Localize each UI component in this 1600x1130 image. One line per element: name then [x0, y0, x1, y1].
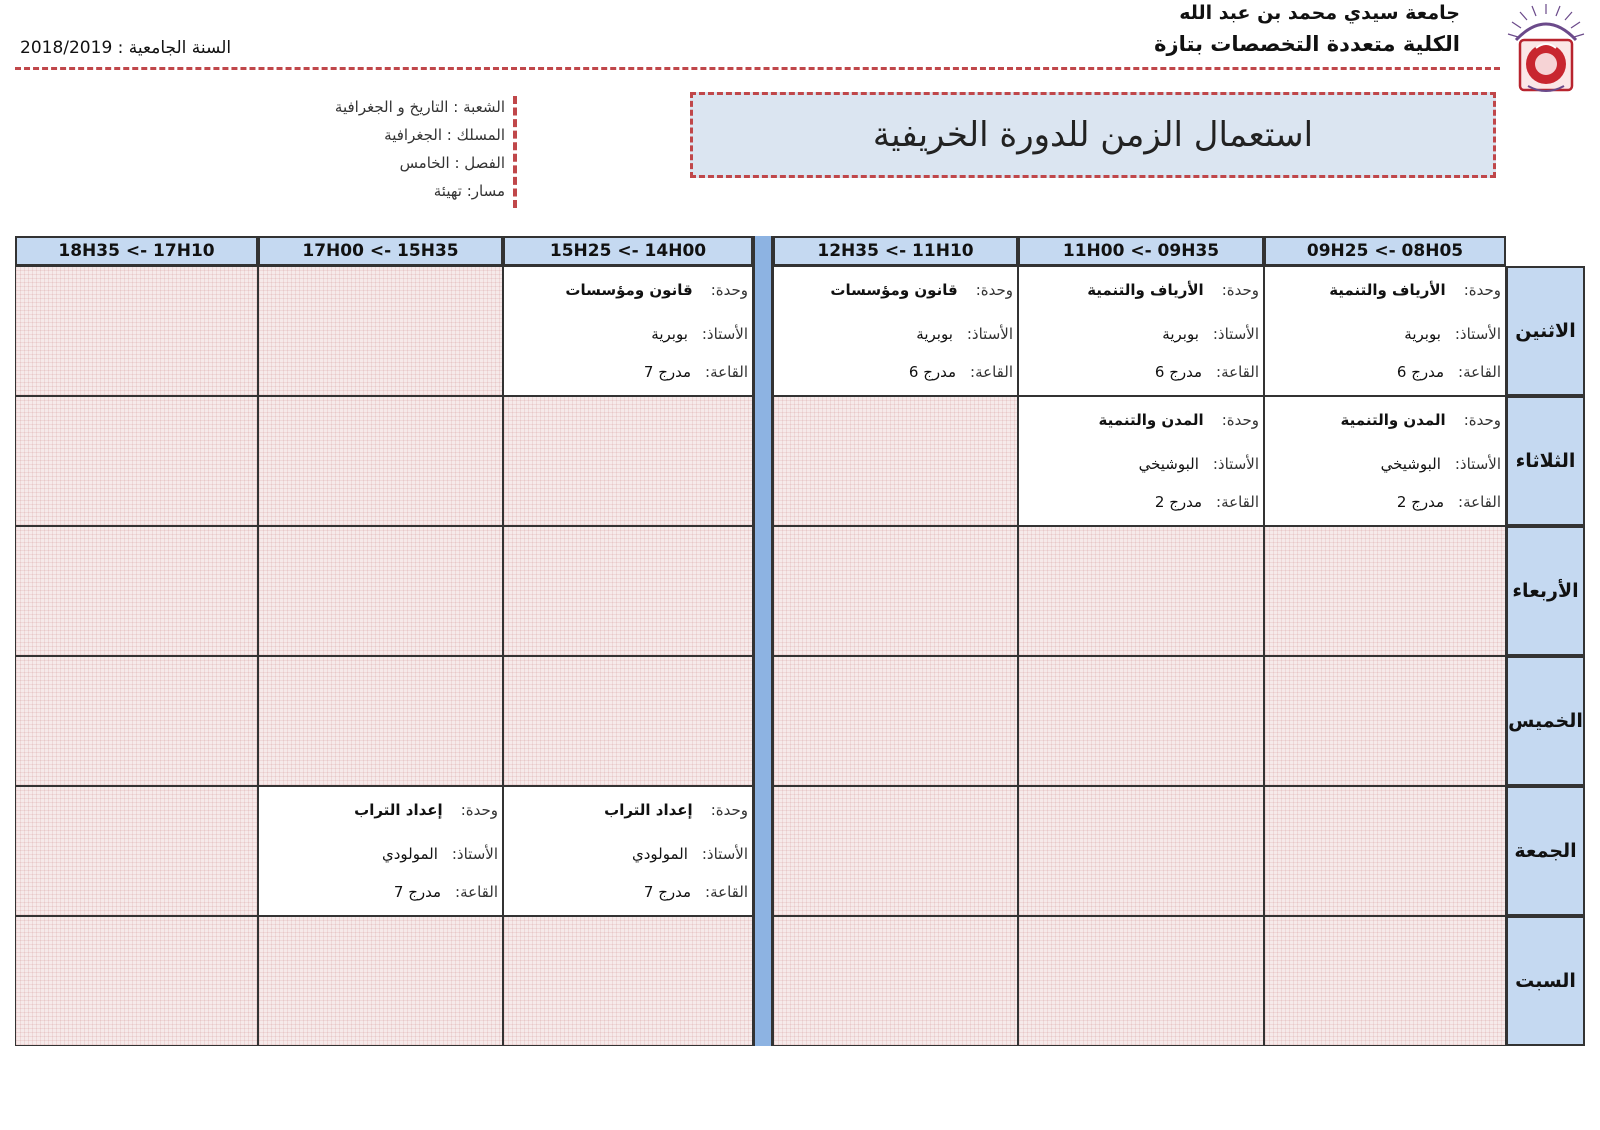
session-unit-label: وحدة:	[710, 801, 748, 819]
session-entry	[1269, 397, 1501, 525]
session-unit-label: وحدة:	[1463, 281, 1501, 299]
session-cell	[258, 786, 503, 916]
session-room-row	[1155, 493, 1259, 511]
session-unit-value: إعداد التراب	[604, 801, 693, 819]
session-unit-label: وحدة:	[1221, 281, 1259, 299]
time-slot-header: 11H00 <- 09H35	[1018, 236, 1264, 266]
empty-cell	[773, 656, 1018, 786]
session-room-row	[1155, 363, 1259, 381]
session-room-row	[1397, 363, 1501, 381]
session-room-value: مدرج 6	[1396, 363, 1445, 381]
time-slot-header: 09H25 <- 08H05	[1264, 236, 1506, 266]
session-professor-label: الأستاذ:	[701, 845, 748, 863]
session-unit-row	[830, 281, 1013, 299]
session-professor-label: الأستاذ:	[1454, 325, 1501, 343]
session-room-value: مدرج 7	[393, 883, 442, 901]
day-label: الأربعاء	[1506, 526, 1585, 656]
session-professor-label: الأستاذ:	[1212, 455, 1259, 473]
session-entry	[778, 267, 1013, 395]
session-room-label: القاعة:	[1458, 493, 1501, 511]
empty-cell	[258, 916, 503, 1046]
session-unit-value: إعداد التراب	[354, 801, 443, 819]
session-cell	[503, 266, 753, 396]
empty-cell	[1264, 916, 1506, 1046]
session-professor-value: بوبرية	[651, 325, 688, 343]
header-divider	[15, 67, 1500, 70]
session-cell	[1018, 266, 1264, 396]
session-unit-row	[1329, 281, 1501, 299]
empty-cell	[15, 916, 258, 1046]
empty-cell	[258, 266, 503, 396]
session-room-row	[909, 363, 1013, 381]
time-slot-header: 15H25 <- 14H00	[503, 236, 753, 266]
semester-line: الفصل : الخامس	[399, 154, 505, 172]
session-entry	[263, 787, 498, 915]
session-professor-value: بوبرية	[1404, 325, 1441, 343]
session-professor-row	[1139, 455, 1259, 473]
session-entry	[1269, 267, 1501, 395]
session-room-value: مدرج 6	[1154, 363, 1203, 381]
empty-cell	[1264, 656, 1506, 786]
path-line: مسار: تهيئة	[433, 182, 505, 200]
day-label: الخميس	[1506, 656, 1585, 786]
session-room-value: مدرج 2	[1154, 493, 1203, 511]
session-cell	[503, 786, 753, 916]
session-unit-row	[1099, 411, 1259, 429]
session-professor-row	[651, 325, 748, 343]
empty-cell	[503, 916, 753, 1046]
time-slot-header: 18H35 <- 17H10	[15, 236, 258, 266]
empty-cell	[15, 786, 258, 916]
session-entry	[1023, 397, 1259, 525]
session-professor-row	[1162, 325, 1259, 343]
empty-cell	[15, 396, 258, 526]
empty-cell	[15, 656, 258, 786]
session-professor-row	[382, 845, 498, 863]
session-unit-value: المدن والتنمية	[1340, 411, 1446, 429]
session-unit-label: وحدة:	[1221, 411, 1259, 429]
empty-cell	[258, 526, 503, 656]
empty-cell	[1264, 526, 1506, 656]
day-label: الثلاثاء	[1506, 396, 1585, 526]
session-cell	[773, 266, 1018, 396]
session-room-label: القاعة:	[455, 883, 498, 901]
session-room-row	[394, 883, 498, 901]
empty-cell	[773, 526, 1018, 656]
session-room-row	[1397, 493, 1501, 511]
empty-cell	[258, 656, 503, 786]
session-unit-label: وحدة:	[1463, 411, 1501, 429]
time-slot-header: 17H00 <- 15H35	[258, 236, 503, 266]
university-logo-icon	[1502, 0, 1590, 100]
session-room-value: مدرج 6	[908, 363, 957, 381]
session-cell	[1018, 396, 1264, 526]
empty-cell	[1264, 786, 1506, 916]
session-room-label: القاعة:	[1216, 363, 1259, 381]
branch-line: الشعبة : التاريخ و الجغرافية	[334, 98, 505, 116]
session-professor-row	[916, 325, 1013, 343]
session-room-row	[644, 363, 748, 381]
session-room-value: مدرج 7	[643, 363, 692, 381]
empty-cell	[503, 526, 753, 656]
session-professor-row	[632, 845, 748, 863]
session-entry	[1023, 267, 1259, 395]
session-unit-row	[1087, 281, 1259, 299]
session-professor-value: البوشيخي	[1138, 455, 1199, 473]
session-room-value: مدرج 2	[1396, 493, 1445, 511]
session-room-label: القاعة:	[705, 363, 748, 381]
empty-cell	[773, 396, 1018, 526]
session-cell	[1264, 266, 1506, 396]
empty-cell	[1018, 526, 1264, 656]
empty-cell	[503, 656, 753, 786]
session-unit-row	[604, 801, 748, 819]
session-professor-label: الأستاذ:	[1454, 455, 1501, 473]
session-professor-label: الأستاذ:	[1212, 325, 1259, 343]
session-professor-label: الأستاذ:	[966, 325, 1013, 343]
track-line: المسلك : الجغرافية	[384, 126, 505, 144]
session-room-value: مدرج 7	[643, 883, 692, 901]
day-label: الجمعة	[1506, 786, 1585, 916]
day-label: السبت	[1506, 916, 1585, 1046]
session-room-row	[644, 883, 748, 901]
session-unit-label: وحدة:	[710, 281, 748, 299]
session-room-label: القاعة:	[1458, 363, 1501, 381]
session-professor-value: بوبرية	[1162, 325, 1199, 343]
program-info	[290, 96, 517, 208]
empty-cell	[1018, 916, 1264, 1046]
university-name: جامعة سيدي محمد بن عبد الله	[1179, 2, 1460, 24]
time-slot-header: 12H35 <- 11H10	[773, 236, 1018, 266]
empty-cell	[15, 526, 258, 656]
page-title: استعمال الزمن للدورة الخريفية	[690, 92, 1496, 178]
empty-cell	[1018, 786, 1264, 916]
session-unit-label: وحدة:	[460, 801, 498, 819]
session-unit-row	[1341, 411, 1501, 429]
empty-cell	[773, 786, 1018, 916]
session-professor-value: بوبرية	[916, 325, 953, 343]
day-label: الاثنين	[1506, 266, 1585, 396]
empty-cell	[15, 266, 258, 396]
session-unit-label: وحدة:	[975, 281, 1013, 299]
academic-year: السنة الجامعية : 2018/2019	[20, 38, 232, 58]
empty-cell	[258, 396, 503, 526]
session-unit-row	[565, 281, 748, 299]
session-professor-value: البوشيخي	[1380, 455, 1441, 473]
faculty-name: الكلية متعددة التخصصات بتازة	[1154, 32, 1460, 56]
empty-cell	[1018, 656, 1264, 786]
empty-cell	[503, 396, 753, 526]
session-professor-row	[1404, 325, 1501, 343]
session-cell	[1264, 396, 1506, 526]
session-entry	[508, 787, 748, 915]
session-unit-value: المدن والتنمية	[1098, 411, 1204, 429]
session-unit-value: الأرياف والتنمية	[1087, 281, 1204, 299]
session-unit-row	[354, 801, 498, 819]
session-unit-value: قانون ومؤسسات	[830, 281, 958, 299]
session-professor-label: الأستاذ:	[701, 325, 748, 343]
session-professor-value: المولودي	[381, 845, 438, 863]
session-entry	[508, 267, 748, 395]
session-unit-value: الأرياف والتنمية	[1329, 281, 1446, 299]
session-room-label: القاعة:	[970, 363, 1013, 381]
session-professor-row	[1381, 455, 1501, 473]
session-professor-label: الأستاذ:	[451, 845, 498, 863]
session-professor-value: المولودي	[631, 845, 688, 863]
session-room-label: القاعة:	[1216, 493, 1259, 511]
session-unit-value: قانون ومؤسسات	[565, 281, 693, 299]
empty-cell	[773, 916, 1018, 1046]
break-separator	[753, 236, 773, 1046]
session-room-label: القاعة:	[705, 883, 748, 901]
